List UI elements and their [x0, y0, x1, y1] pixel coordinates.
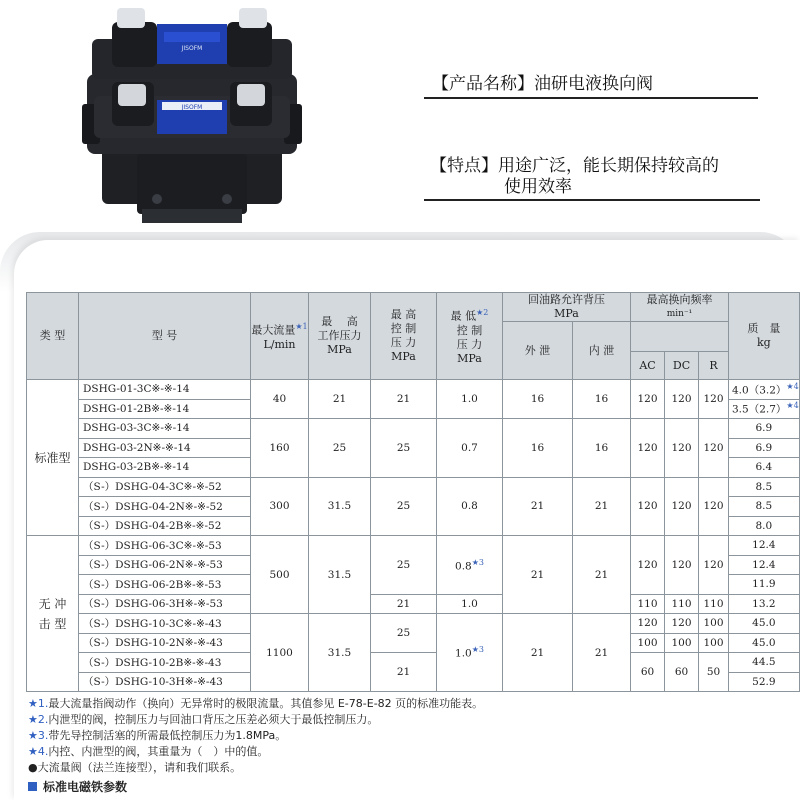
r-cell: 120 [699, 477, 729, 536]
table-row-model: （S-）DSHG-04-2N※-※-52 [79, 497, 251, 517]
table-row-model: （S-）DSHG-06-3C※-※-53 [79, 536, 251, 556]
header-r: R [699, 352, 729, 380]
table-row-model: DSHG-01-3C※-※-14 [79, 380, 251, 400]
header-freq-spacer [631, 322, 729, 352]
ac-cell: 120 [631, 536, 665, 595]
section-heading [28, 778, 127, 795]
mass-cell: 8.0 [729, 516, 800, 536]
dc-cell: 120 [665, 419, 699, 478]
section-marker-icon [28, 782, 37, 791]
flow-cell: 160 [251, 419, 309, 478]
mass-cell: 13.2 [729, 594, 800, 614]
dc-cell: 110 [665, 594, 699, 614]
mass-cell: $4.0(3.2)^{★4}$ [729, 380, 800, 400]
header-internal-drain: 内 泄 [573, 322, 631, 380]
ac-cell: 120 [631, 419, 665, 478]
r-cell: 50 [699, 653, 729, 692]
internal-drain-cell: 16 [573, 380, 631, 419]
header-model: 型 号 [79, 293, 251, 380]
product-feature-line-1: 【特点】用途广泛，能长期保持较高的 [430, 156, 719, 176]
max-ctrl-cell: 21 [371, 380, 437, 419]
type-standard: 标准型 [27, 380, 79, 536]
min-ctrl-cell: 0.7 [437, 419, 503, 478]
mass-cell: 52.9 [729, 672, 800, 692]
max-ctrl-cell: 21 [371, 653, 437, 692]
mass-cell: 11.9 [729, 575, 800, 595]
type-shockless: 无 冲 击 型 [27, 536, 79, 692]
footnote: ★1.最大流量指阀动作（换向）无异常时的极限流量。其值参见 E-78-E-82 页的标准功能表。 [28, 697, 484, 710]
product-name-divider [424, 97, 758, 99]
mass-cell: 6.4 [729, 458, 800, 478]
flow-cell: 1100 [251, 614, 309, 692]
table-row-model: DSHG-03-3C※-※-14 [79, 419, 251, 439]
pressure-cell: 21 [309, 380, 371, 419]
table-row-model: （S-）DSHG-10-3H※-※-43 [79, 672, 251, 692]
min-ctrl-cell: 1.0 [437, 594, 503, 614]
external-drain-cell: 16 [503, 380, 573, 419]
header-back-pressure: 回油路允许背压 MPa [503, 293, 631, 322]
header-max-flow: 最大流量$^{★1}$ L/min [251, 293, 309, 380]
external-drain-cell: 16 [503, 419, 573, 478]
photo-brand-top: JISOFM [181, 104, 203, 111]
pressure-cell: 25 [309, 419, 371, 478]
r-cell: 100 [699, 614, 729, 634]
table-row-model: （S-）DSHG-10-2B※-※-43 [79, 653, 251, 673]
r-cell: 100 [699, 633, 729, 653]
mass-cell: $3.5(2.7)^{★4}$ [729, 399, 800, 419]
table-row-model: DSHG-03-2B※-※-14 [79, 458, 251, 478]
internal-drain-cell: 21 [573, 477, 631, 536]
external-drain-cell: 21 [503, 536, 573, 614]
footnote: ★2.内泄型的阀，控制压力与回油口背压之压差必须大于最低控制压力。 [28, 713, 379, 726]
external-drain-cell: 21 [503, 477, 573, 536]
table-row-model: （S-）DSHG-06-3H※-※-53 [79, 594, 251, 614]
ac-cell: 100 [631, 633, 665, 653]
header-max-control-pressure: 最 高 控 制 压 力 MPa [371, 293, 437, 380]
max-ctrl-cell: 25 [371, 477, 437, 536]
table-row-model: （S-）DSHG-10-2N※-※-43 [79, 633, 251, 653]
header-type: 类 型 [27, 293, 79, 380]
table-row-model: DSHG-01-2B※-※-14 [79, 399, 251, 419]
section-title: 标准电磁铁参数 [43, 780, 128, 794]
mass-cell: 45.0 [729, 633, 800, 653]
product-feature-divider [424, 199, 760, 201]
ac-cell: 120 [631, 380, 665, 419]
mass-cell: 12.4 [729, 536, 800, 556]
mass-cell: 8.5 [729, 477, 800, 497]
mass-cell: 12.4 [729, 555, 800, 575]
table-row-model: DSHG-03-2N※-※-14 [79, 438, 251, 458]
pressure-cell: 31.5 [309, 614, 371, 692]
header-external-drain: 外 泄 [503, 322, 573, 380]
footnote: ★3.带先导控制活塞的所需最低控制压力为1.8MPa。 [28, 729, 287, 742]
internal-drain-cell: 16 [573, 419, 631, 478]
flow-cell: 300 [251, 477, 309, 536]
dc-cell: 120 [665, 477, 699, 536]
mass-cell: 45.0 [729, 614, 800, 634]
dc-cell: 120 [665, 380, 699, 419]
table-row-model: （S-）DSHG-10-3C※-※-43 [79, 614, 251, 634]
table-row-model: （S-）DSHG-06-2N※-※-53 [79, 555, 251, 575]
r-cell: 120 [699, 419, 729, 478]
max-ctrl-cell: 25 [371, 419, 437, 478]
ac-cell: 120 [631, 614, 665, 634]
internal-drain-cell: 21 [573, 614, 631, 692]
table-row-model: （S-）DSHG-04-2B※-※-52 [79, 516, 251, 536]
spec-table [26, 292, 800, 692]
flow-cell: 500 [251, 536, 309, 614]
min-ctrl-cell: $1.0^{★3}$ [437, 614, 503, 692]
min-ctrl-cell: 1.0 [437, 380, 503, 419]
min-ctrl-cell: $0.8^{★3}$ [437, 536, 503, 595]
dc-cell: 120 [665, 614, 699, 634]
internal-drain-cell: 21 [573, 536, 631, 614]
r-cell: 110 [699, 594, 729, 614]
table-row-model: （S-）DSHG-04-3C※-※-52 [79, 477, 251, 497]
r-cell: 120 [699, 536, 729, 595]
dc-cell: 100 [665, 633, 699, 653]
ac-cell: 60 [631, 653, 665, 692]
pressure-cell: 31.5 [309, 536, 371, 614]
external-drain-cell: 21 [503, 614, 573, 692]
footnotes [28, 696, 768, 776]
header-mass: 质 量 kg [729, 293, 800, 380]
dc-cell: 120 [665, 536, 699, 595]
mass-cell: 44.5 [729, 653, 800, 673]
header-dc: DC [665, 352, 699, 380]
ac-cell: 110 [631, 594, 665, 614]
max-ctrl-cell: 21 [371, 594, 437, 614]
header-min-control-pressure: 最 低$^{★2}$ 控 制 压 力 MPa [437, 293, 503, 380]
product-photo [82, 4, 302, 230]
header-switch-frequency: 最高换向频率 min⁻¹ [631, 293, 729, 322]
max-ctrl-cell: 25 [371, 536, 437, 595]
ac-cell: 120 [631, 477, 665, 536]
photo-brand-bottom: JISOFM [181, 45, 203, 52]
mass-cell: 8.5 [729, 497, 800, 517]
footnote: ★4.内控、内泄型的阀，其重量为（ ）中的值。 [28, 745, 269, 758]
max-ctrl-cell: 25 [371, 614, 437, 653]
min-ctrl-cell: 0.8 [437, 477, 503, 536]
flow-cell: 40 [251, 380, 309, 419]
r-cell: 120 [699, 380, 729, 419]
pressure-cell: 31.5 [309, 477, 371, 536]
mass-cell: 6.9 [729, 438, 800, 458]
product-feature-line-2: 使用效率 [504, 177, 572, 197]
table-row-model: （S-）DSHG-06-2B※-※-53 [79, 575, 251, 595]
header-ac: AC [631, 352, 665, 380]
header-max-pressure: 最 高 工作压力 MPa [309, 293, 371, 380]
mass-cell: 6.9 [729, 419, 800, 439]
footnote: ●大流量阀（法兰连接型），请和我们联系。 [28, 761, 242, 774]
dc-cell: 60 [665, 653, 699, 692]
product-name: 【产品名称】油研电液换向阀 [432, 74, 653, 94]
